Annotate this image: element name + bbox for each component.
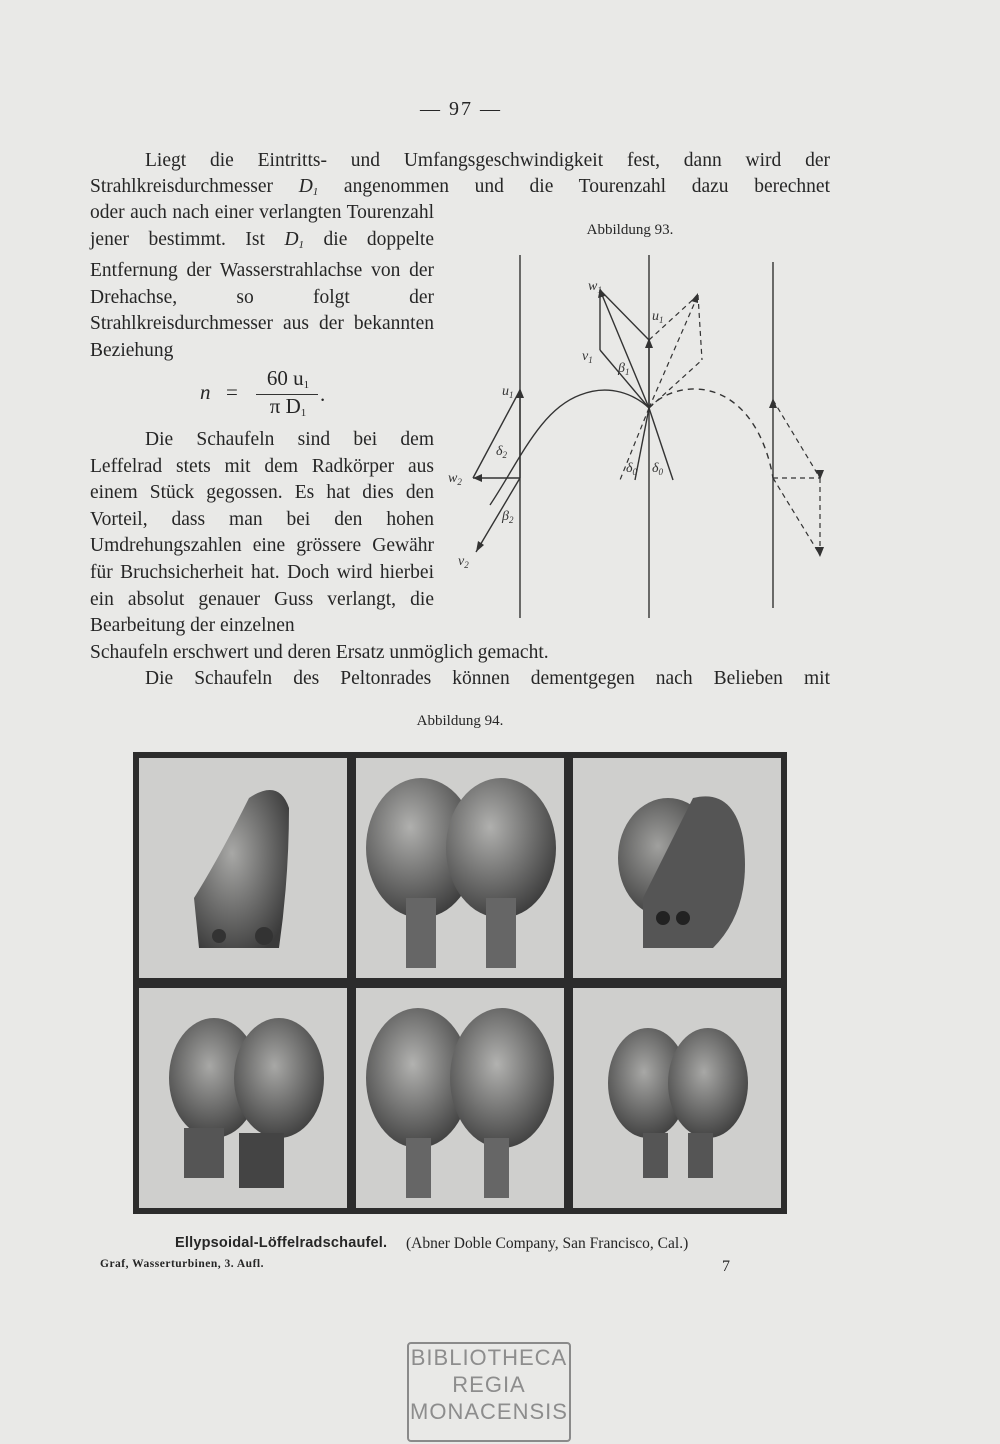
formula-equals: = xyxy=(226,380,238,404)
paragraph-1-rest xyxy=(90,200,434,365)
formula-denominator xyxy=(258,394,318,419)
figure-94-caption: Abbildung 94. xyxy=(416,713,504,729)
label-beta2: $\beta_2$ xyxy=(502,509,514,525)
dashed-vector-3 xyxy=(698,295,702,360)
symbol: D xyxy=(284,228,299,250)
formula-end: . xyxy=(320,382,326,406)
stamp-line-2: REGIA xyxy=(452,1372,526,1397)
paragraph-2-end: Schaufeln erschwert und deren Ersatz unmöglich gemacht. xyxy=(90,642,549,663)
vector-v1 xyxy=(600,350,649,408)
photo-bucket-small xyxy=(573,988,781,1208)
paragraph-2: Die Schaufeln sind bei dem Leffelrad stets mit dem Radkörper aus einem Stück gegossen. Es hat dies den Vorteil, dass man bei den hohen Umdrehungszahlen eine grössere Gewähr für Bruchsicherheit hat. Doch wird hierbei ein absolut genauer Guss verlangt, die Bearbeitung der einzelnen xyxy=(90,429,434,637)
bucket-angle-image xyxy=(139,988,347,1208)
arrowhead xyxy=(769,398,777,408)
dashed-vector-8 xyxy=(773,478,820,555)
paragraph-1-line-1: Liegt die Eintritts- und Umfangsgeschwindigkeit fest, dann wird der xyxy=(145,150,830,171)
page-number: — 97 — xyxy=(420,98,502,120)
figure-93-caption: Abbildung 93. xyxy=(586,222,674,238)
photo-bucket-side xyxy=(139,758,347,978)
arrowhead xyxy=(645,338,653,348)
bucket-back-image xyxy=(573,758,781,978)
stamp-line-1: BIBLIOTHECA xyxy=(410,1345,568,1370)
label-delta0-right: $\delta_0$ xyxy=(652,461,664,477)
denominator-text: π D xyxy=(269,394,301,418)
label-w1: $w_1$ xyxy=(588,279,602,295)
text-run: oder auch nach einer verlangten Tourenzahl jener bestimmt. Ist xyxy=(90,202,434,250)
label-u1-top: $u_1$ xyxy=(652,309,664,325)
formula-lhs: n xyxy=(200,380,211,404)
arrowhead xyxy=(816,470,824,480)
vector-left-diag xyxy=(473,390,520,478)
label-u1-left: $u_1$ xyxy=(502,384,514,400)
label-beta1: $\beta_1$ xyxy=(618,361,630,377)
symbol-subscript: 1 xyxy=(312,186,319,198)
bucket-inside-image xyxy=(356,988,564,1208)
symbol-d1 xyxy=(284,229,304,250)
symbol-subscript: 1 xyxy=(298,238,305,251)
arrowhead xyxy=(691,293,698,303)
denominator-sub: 1 xyxy=(300,407,307,419)
symbol: D xyxy=(298,176,313,197)
text-run: die doppelte Entfernung der Wasserstrahlachse von der Drehachse, so folgt der Strahlkreisdurchmesser aus der bekannten Beziehung xyxy=(90,228,434,361)
photo-caption-source: (Abner Doble Company, San Francisco, Cal.) xyxy=(406,1235,689,1252)
photo-caption-bold: Ellypsoidal-Löffelradschaufel. xyxy=(175,1235,388,1251)
vector-top xyxy=(600,290,649,340)
photo-grid xyxy=(133,752,787,1214)
dashed-vector-6 xyxy=(773,400,820,478)
numerator-text: 60 u xyxy=(266,366,304,390)
text-run: angenommen und die Tourenzahl dazu berechnet xyxy=(318,176,830,197)
arrowhead xyxy=(476,541,484,552)
velocity-diagram xyxy=(440,240,840,630)
bucket-small-image xyxy=(573,988,781,1208)
photo-bucket-back xyxy=(573,758,781,978)
photo-bucket-angle xyxy=(139,988,347,1208)
arrowhead xyxy=(516,388,524,398)
paragraph-3: Die Schaufeln des Peltonrades können dementgegen nach Belieben mit xyxy=(145,668,830,689)
label-delta2: $\delta_2$ xyxy=(496,444,508,460)
label-v1: $v_1$ xyxy=(582,349,593,365)
numerator-sub: 1 xyxy=(303,379,310,391)
vector-down-left xyxy=(635,408,649,480)
footer-sheet-number: 7 xyxy=(722,1258,730,1275)
label-delta0-left: $\delta_0$ xyxy=(626,461,638,477)
formula-numerator xyxy=(258,366,318,391)
stamp-line-3: MONACENSIS xyxy=(410,1399,568,1424)
library-stamp xyxy=(407,1342,571,1442)
arrowhead xyxy=(815,547,824,557)
bucket-front-image xyxy=(356,758,564,978)
photo-bucket-front xyxy=(356,758,564,978)
bucket-side-image xyxy=(139,758,347,978)
dashed-vector-2 xyxy=(649,360,702,408)
label-w2: $w_2$ xyxy=(448,471,462,487)
photo-bucket-inside xyxy=(356,988,564,1208)
label-v2: $v_2$ xyxy=(458,554,469,570)
symbol-d1 xyxy=(299,176,319,197)
footer-signature: Graf, Wasserturbinen, 3. Aufl. xyxy=(100,1258,264,1270)
text-run: Strahlkreisdurchmesser xyxy=(90,176,299,197)
